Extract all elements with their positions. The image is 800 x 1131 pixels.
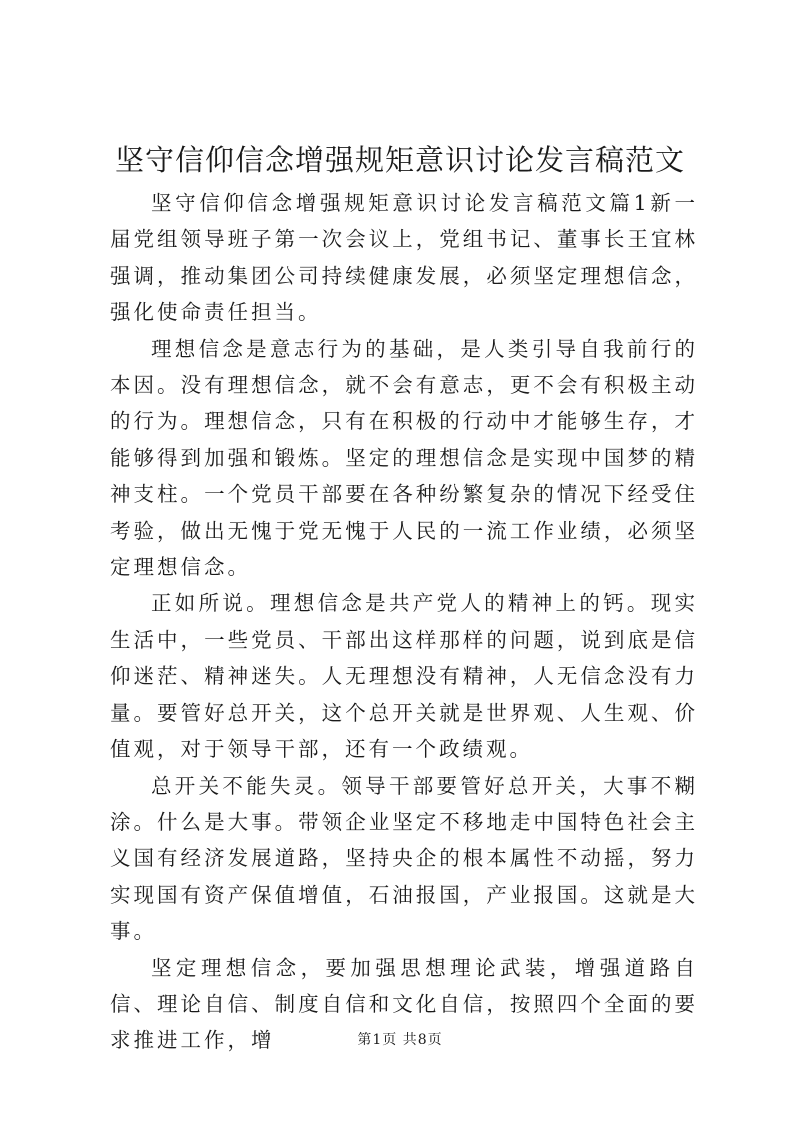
paragraph-3: 正如所说。理想信念是共产党人的精神上的钙。现实生活中，一些党员、干部出这样那样的问题，说到底是信仰迷茫、精神迷失。人无理想没有精神，人无信念没有力量。要管好总开关，这个总开关就是世界观、人生观、价值观，对于领导干部，还有一个政绩观。 <box>110 591 698 762</box>
document-body <box>110 185 698 1059</box>
paragraph-1: 坚守信仰信念增强规矩意识讨论发言稿范文篇1新一届党组领导班子第一次会议上，党组书记、董事长王宜林强调，推动集团公司持续健康发展，必须坚定理想信念，强化使命责任担当。 <box>110 191 698 325</box>
paragraph-2: 理想信念是意志行为的基础，是人类引导自我前行的本因。没有理想信念，就不会有意志，更不会有积极主动的行为。理想信念，只有在积极的行动中才能够生存，才能够得到加强和锻炼。坚定的理想信念是实现中国梦的精神支柱。一个党员干部要在各种纷繁复杂的情况下经受住考验，做出无愧于党无愧于人民的一流工作业绩，必须坚定理想信念。 <box>110 336 698 580</box>
paragraph-5: 坚定理想信念，要加强思想理论武装，增强道路自信、理论自信、制度自信和文化自信，按照四个全面的要求推进工作，增 <box>110 955 698 1053</box>
paragraph-4: 总开关不能失灵。领导干部要管好总开关，大事不糊涂。什么是大事。带领企业坚定不移地走中国特色社会主义国有经济发展道路，坚持央企的根本属性不动摇，努力实现国有资产保值增值，石油报国，产业报国。这就是大事。 <box>110 773 698 944</box>
page-footer: 第1页 共8页 <box>357 1032 443 1048</box>
document-title: 坚守信仰信念增强规矩意识讨论发言稿范文 <box>114 143 685 177</box>
